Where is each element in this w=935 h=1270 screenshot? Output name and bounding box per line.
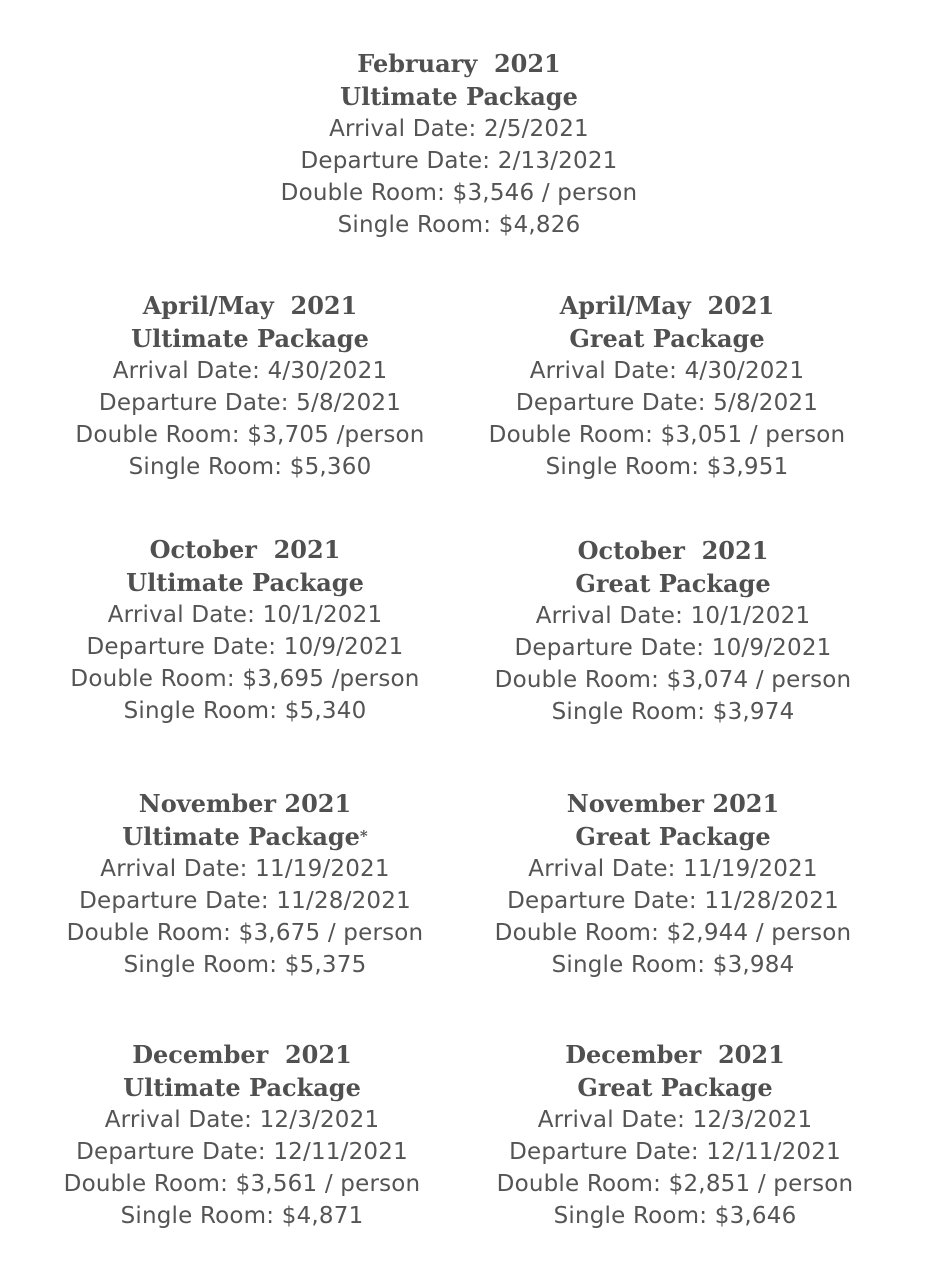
- package-block-april-may-ultimate: [35, 290, 465, 483]
- arrival-label: Arrival Date:: [537, 1107, 686, 1133]
- double-room-price: [30, 663, 460, 695]
- double-room-price: [458, 917, 888, 949]
- package-name: [460, 1071, 890, 1104]
- double-value: $3,561 / person: [235, 1171, 421, 1197]
- arrival-label: Arrival Date:: [104, 1107, 253, 1133]
- double-label: Double Room:: [66, 920, 232, 946]
- departure-date: [460, 1136, 890, 1168]
- departure-date: [27, 1136, 457, 1168]
- double-value: $3,705 /person: [247, 422, 425, 448]
- package-footnote-star: *: [359, 827, 368, 845]
- single-value: $5,360: [289, 454, 372, 480]
- package-month: December 2021: [565, 1040, 785, 1069]
- double-label: Double Room:: [488, 422, 654, 448]
- arrival-value: 10/1/2021: [690, 603, 811, 629]
- package-name: [458, 820, 888, 853]
- single-value: $3,974: [712, 699, 795, 725]
- package-name: [452, 322, 882, 355]
- package-name-text: Ultimate Package: [126, 568, 364, 597]
- arrival-value: 11/19/2021: [683, 856, 818, 882]
- package-month: April/May 2021: [142, 291, 358, 320]
- single-label: Single Room:: [545, 454, 700, 480]
- departure-label: Departure Date:: [509, 1139, 699, 1165]
- arrival-label: Arrival Date:: [329, 116, 477, 142]
- single-label: Single Room:: [551, 699, 706, 725]
- double-value: $2,851 / person: [668, 1171, 854, 1197]
- arrival-date: [35, 355, 465, 387]
- single-value: $5,340: [284, 698, 367, 724]
- arrival-value: 2/5/2021: [483, 116, 589, 142]
- departure-value: 5/8/2021: [713, 390, 819, 416]
- package-name-text: Ultimate Package: [122, 822, 360, 851]
- single-label: Single Room:: [120, 1203, 275, 1229]
- arrival-label: Arrival Date:: [100, 856, 248, 882]
- departure-label: Departure Date:: [76, 1139, 266, 1165]
- departure-label: Departure Date:: [98, 390, 289, 416]
- package-block-october-ultimate: [30, 534, 460, 727]
- arrival-value: 4/30/2021: [684, 358, 805, 384]
- arrival-value: 12/3/2021: [259, 1107, 380, 1133]
- double-room-price: [460, 1168, 890, 1200]
- arrival-date: [452, 355, 882, 387]
- package-block-december-great: [460, 1039, 890, 1232]
- departure-date: [30, 631, 460, 663]
- departure-date: [30, 885, 460, 917]
- double-label: Double Room:: [70, 666, 235, 692]
- double-value: $2,944 / person: [666, 920, 852, 946]
- departure-label: Departure Date:: [79, 888, 269, 914]
- package-name-text: Ultimate Package: [123, 1073, 361, 1102]
- package-month: February 2021: [357, 49, 561, 78]
- single-room-price: [30, 695, 460, 727]
- package-name: [35, 322, 465, 355]
- package-name: [30, 566, 460, 599]
- double-label: Double Room:: [494, 667, 660, 693]
- package-name-text: Great Package: [575, 569, 771, 598]
- package-name: [244, 80, 674, 113]
- single-room-price: [244, 209, 674, 241]
- package-block-november-great: [458, 788, 888, 981]
- double-room-price: [27, 1168, 457, 1200]
- arrival-label: Arrival Date:: [535, 603, 684, 629]
- package-block-november-ultimate: [30, 788, 460, 981]
- arrival-value: 12/3/2021: [692, 1107, 813, 1133]
- single-value: $5,375: [284, 952, 367, 978]
- single-label: Single Room:: [123, 952, 278, 978]
- departure-label: Departure Date:: [86, 634, 277, 660]
- package-month: October 2021: [149, 535, 341, 564]
- departure-label: Departure Date:: [300, 148, 491, 174]
- single-value: $4,871: [281, 1203, 364, 1229]
- arrival-label: Arrival Date:: [107, 602, 256, 628]
- package-name: [27, 1071, 457, 1104]
- package-name-text: Great Package: [569, 324, 765, 353]
- arrival-date: [30, 599, 460, 631]
- double-label: Double Room:: [75, 422, 240, 448]
- departure-date: [35, 387, 465, 419]
- single-label: Single Room:: [337, 212, 492, 238]
- departure-date: [458, 632, 888, 664]
- departure-label: Departure Date:: [515, 390, 706, 416]
- arrival-label: Arrival Date:: [112, 358, 261, 384]
- package-month: November 2021: [138, 789, 352, 818]
- single-room-price: [458, 949, 888, 981]
- arrival-date: [458, 600, 888, 632]
- double-value: $3,675 / person: [238, 920, 424, 946]
- departure-value: 10/9/2021: [711, 635, 832, 661]
- double-room-price: [452, 419, 882, 451]
- double-room-price: [244, 177, 674, 209]
- double-value: $3,074 / person: [666, 667, 852, 693]
- departure-value: 11/28/2021: [704, 888, 839, 914]
- single-room-price: [460, 1200, 890, 1232]
- departure-date: [458, 885, 888, 917]
- single-label: Single Room:: [551, 952, 706, 978]
- single-value: $4,826: [498, 212, 581, 238]
- single-room-price: [452, 451, 882, 483]
- single-value: $3,646: [714, 1203, 797, 1229]
- package-name-text: Ultimate Package: [340, 82, 578, 111]
- single-room-price: [458, 696, 888, 728]
- double-room-price: [30, 917, 460, 949]
- package-month: April/May 2021: [559, 291, 775, 320]
- single-room-price: [30, 949, 460, 981]
- double-value: $3,051 / person: [660, 422, 846, 448]
- single-value: $3,951: [706, 454, 789, 480]
- package-month: November 2021: [566, 789, 780, 818]
- departure-value: 10/9/2021: [283, 634, 404, 660]
- departure-date: [452, 387, 882, 419]
- arrival-value: 11/19/2021: [255, 856, 390, 882]
- single-label: Single Room:: [128, 454, 283, 480]
- package-name-text: Great Package: [577, 1073, 773, 1102]
- arrival-date: [244, 113, 674, 145]
- departure-label: Departure Date:: [507, 888, 697, 914]
- departure-value: 12/11/2021: [273, 1139, 408, 1165]
- package-name: [458, 567, 888, 600]
- arrival-date: [27, 1104, 457, 1136]
- departure-value: 11/28/2021: [276, 888, 411, 914]
- double-room-price: [458, 664, 888, 696]
- double-value: $3,546 / person: [452, 180, 638, 206]
- arrival-date: [30, 853, 460, 885]
- package-name-text: Great Package: [575, 822, 771, 851]
- double-room-price: [35, 419, 465, 451]
- package-name: [30, 820, 460, 853]
- arrival-date: [458, 853, 888, 885]
- arrival-value: 4/30/2021: [267, 358, 388, 384]
- departure-date: [244, 145, 674, 177]
- package-block-april-may-great: [452, 290, 882, 483]
- departure-value: 2/13/2021: [497, 148, 618, 174]
- package-block-february: [244, 48, 674, 241]
- single-label: Single Room:: [123, 698, 278, 724]
- package-month: December 2021: [132, 1040, 352, 1069]
- departure-label: Departure Date:: [514, 635, 705, 661]
- double-label: Double Room:: [63, 1171, 229, 1197]
- package-name-text: Ultimate Package: [131, 324, 369, 353]
- arrival-value: 10/1/2021: [262, 602, 383, 628]
- double-label: Double Room:: [494, 920, 660, 946]
- arrival-label: Arrival Date:: [529, 358, 678, 384]
- package-block-october-great: [458, 535, 888, 728]
- single-room-price: [27, 1200, 457, 1232]
- double-label: Double Room:: [280, 180, 446, 206]
- package-month: October 2021: [577, 536, 769, 565]
- double-label: Double Room:: [496, 1171, 662, 1197]
- arrival-label: Arrival Date:: [528, 856, 676, 882]
- single-value: $3,984: [712, 952, 795, 978]
- double-value: $3,695 /person: [242, 666, 420, 692]
- single-label: Single Room:: [553, 1203, 708, 1229]
- arrival-date: [460, 1104, 890, 1136]
- departure-value: 12/11/2021: [706, 1139, 841, 1165]
- single-room-price: [35, 451, 465, 483]
- package-block-december-ultimate: [27, 1039, 457, 1232]
- departure-value: 5/8/2021: [296, 390, 402, 416]
